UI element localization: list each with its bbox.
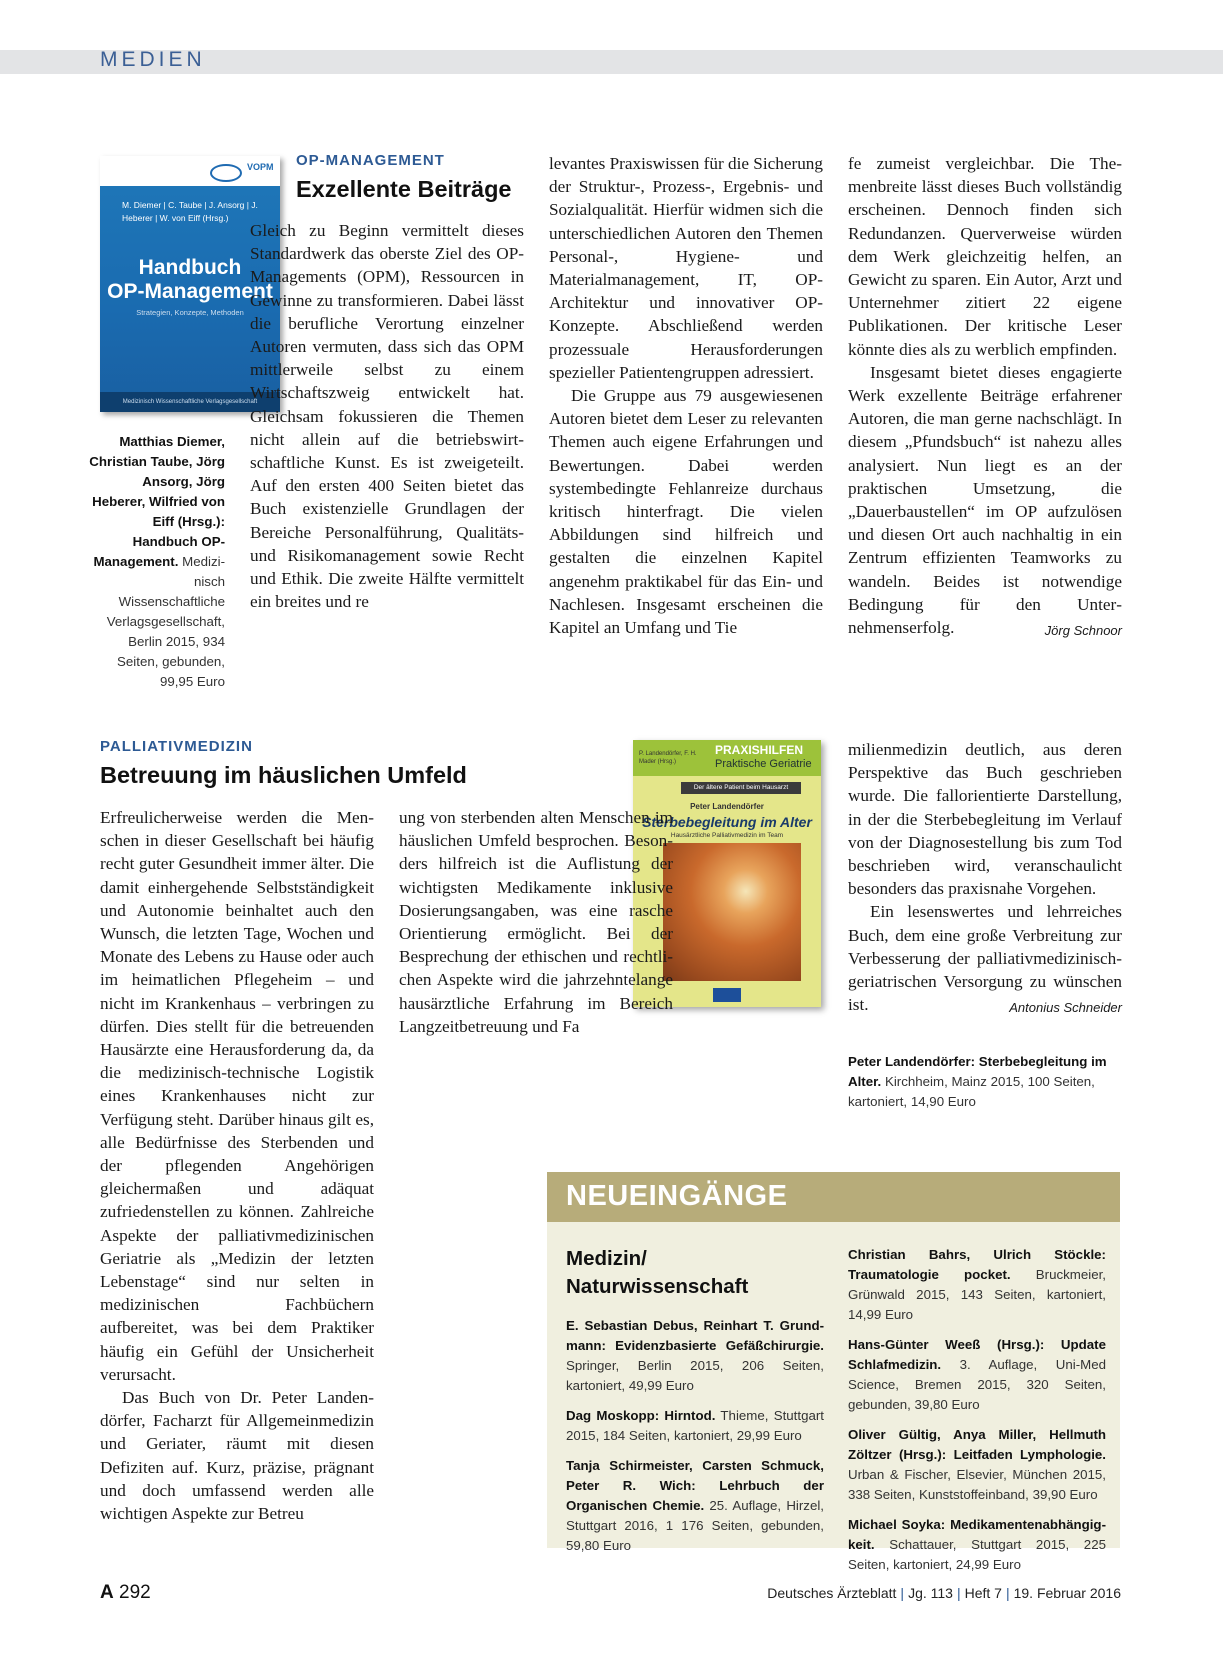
paragraph: Insgesamt bietet dieses engagierte Werk exzellente Beiträge erfahrener Autoren, die man gerne nachschlägt. In diesem „Pfundsbuch“ ist nahezu alles analysiert. Nun liegt es an der praktischen Umsetzung, die „Dauerbaustellen“ im OP aufzulösen und diesen Ort auch nachhaltig in ein Zentrum effizienten Teamworks zu wandeln. Beides ist notwendige Bedingung für den Unternehmenserfolg. Jörg Schnoor <box>848 361 1122 639</box>
paragraph: milienmedizin deutlich, aus deren Perspektive das Buch geschrieben wurde. Die fallorientierte Darstellung, in der die Sterbebegleitung im Verlauf von der Diagnosestellung bis zum Tod beschrieben wird, veranschaulicht besonders das praxisnahe Vorgehen. <box>848 740 1122 899</box>
cover-small-authors: P. Landendörfer, F. H. Mader (Hrsg.) <box>639 751 697 765</box>
new-arrivals-category: Medizin/ Naturwissenschaft <box>566 1247 749 1298</box>
list-item: Dag Moskopp: Hirntod. Thieme, Stuttgart 2015, 184 Seiten, kartoniert, 29,99 Euro <box>566 1408 824 1443</box>
cover-subtitle: Strategien, Konzepte, Methoden <box>136 308 244 317</box>
book-caption-op-management: Matthias Diemer, Christian Taube, Jörg Ansorg, Jörg Heberer, Wilfried von Eiff (Hrsg.): Handbuch OP-Management. Medizinisch Wissenschaftliche Verlagsgesellschaft, Berlin 2015, 934 Seiten, gebunden, 99,95 Euro <box>89 434 225 689</box>
cover-subtitle: Hausärztliche Palliativmedizin im Team <box>670 832 784 839</box>
page-number: A 292 <box>100 1582 151 1603</box>
cover-authors: M. Diemer | C. Taube | J. Ansorg | J. Heberer | W. von Eiff (Hrsg.) <box>122 200 258 223</box>
paragraph: Erfreulicherweise werden die Menschen in dieser Gesellschaft bei häufig recht guter Gesundheit immer älter. Die damit einhergehende Selbstständigkeit und Autonomie beinhaltet auch den Wunsch, die letzten Tage, Wochen und Monate des Lebens zu Hause oder auch im heimatlichen Pflegeheim – und nicht im Krankenhaus – verbringen zu dürfen. Dies stellt für die betreuenden Hausärzte eine Herausforderung da, da die medizinisch-technische Logistik eines Krankenhauses nicht zur Verfügung steht. Darüber hinaus gilt es, alle Bedürfnisse des Sterbenden und der pflegenden Angehörigen gleichermaßen und adäquat zufriedenstellen zu können. Zahlreiche Aspekte der palliativmedizinischen Geriatrie als „Medizin der letzten Lebenstage“ sind nur selten in medizinischen Fachbüchern aufbereitet, was bei dem Praktiker häufig ein Gefühl der Unsicherheit verursacht. <box>100 808 374 1384</box>
list-item: Tanja Schirmeister, Carsten Schmuck, Peter R. Wich: Lehrbuch der Organischen Chemie. 25. Auflage, Hirzel, Stuttgart 2016, 1 176 Seiten, gebunden, 59,80 Euro <box>566 1458 824 1553</box>
article-kicker: PALLIATIVMEDIZIN <box>100 738 253 755</box>
article-column-2 <box>549 152 823 639</box>
article-column-1 <box>250 219 524 613</box>
new-arrivals-right-list <box>848 1245 1106 1585</box>
paragraph: ung von sterbenden alten Menschen im häuslichen Umfeld besprochen. Besonders hilfreich ist die Auflistung der wichtigsten Medikamente inklusive Dosierungsangaben, was eine rasche Orientierung ermöglicht. Bei der Besprechung der ethischen und rechtlichen Aspekte wird die jahrzehntelange hausärztliche Erfahrung im Bereich Langzeitbetreuung und Fa <box>399 808 673 1036</box>
paragraph: fe zumeist vergleichbar. Die Themenbreite lässt dieses Buch vollständig erscheinen. Dennoch finden sich Redundanzen. Querverweise würden dem Werk gleichzeitig helfen, an Gewicht zu sparen. Ein Autor, Arzt und Unternehmer zitiert 22 eigene Publikationen. Der kritische Leser könnte dies als zu werblich empfinden. <box>848 154 1122 359</box>
journal-footer: Deutsches Ärzteblatt | Jg. 113 | Heft 7 | 19. Februar 2016 <box>767 1585 1121 1601</box>
cover-title: Sterbebegleitung im Alter <box>642 814 812 830</box>
list-item: Michael Soyka: Medikamentenabhängigkeit. Schattauer, Stuttgart 2015, 225 Seiten, kartoniert, 24,99 Euro <box>848 1517 1106 1572</box>
paragraph: Die Gruppe aus 79 ausgewiesenen Autoren bietet dem Leser zu relevanten Themen auch eigene Erfahrungen und Bewertungen. Dabei werden systembedingte Fehlanreize durchaus kritisch hinterfragt. Die vielen Abbildungen sind hilfreich und gestalten die einzelnen Kapitel angenehm praktikabel für das Ein- und Nachlesen. Insgesamt erscheinen die Kapitel an Umfang und Tie <box>549 386 823 638</box>
journal-volume: Jg. 113 <box>908 1585 953 1601</box>
article-column-2 <box>399 806 673 1038</box>
cover-logo-strip <box>100 156 280 186</box>
list-item: E. Sebastian Debus, Reinhart T. Grundmann: Evidenzbasierte Gefäßchirurgie. Springer, Berlin 2015, 206 Seiten, kartoniert, 49,99 Euro <box>566 1318 824 1393</box>
cover-band: Der ältere Patient beim Hausarzt <box>681 782 801 794</box>
author-signature: Antonius Schneider <box>1009 1000 1122 1016</box>
section-label: MEDIEN <box>100 48 206 71</box>
article-headline: Betreuung im häuslichen Umfeld <box>100 762 467 788</box>
list-item: Hans-Günter Weeß (Hrsg.): Update Schlafmedizin. 3. Auflage, Uni-Med Science, Bremen 2015, 320 Seiten, gebunden, 39,80 Euro <box>848 1337 1106 1412</box>
publisher-logo-icon <box>210 164 242 182</box>
article-column-3 <box>848 152 1122 642</box>
article-kicker: OP-MANAGEMENT <box>296 152 445 169</box>
cover-series-band <box>633 740 821 776</box>
list-item: Oliver Gültig, Anya Miller, Hellmuth Zöltzer (Hrsg.): Leitfaden Lymphologie. Urban & Fischer, Elsevier, München 2015, 338 Seiten, Kunststoffeinband, 39,90 Euro <box>848 1427 1106 1502</box>
cover-title: Handbuch OP-Management <box>107 256 273 303</box>
cover-author: Peter Landendörfer <box>690 802 764 811</box>
cover-publisher: Medizinisch Wissenschaftliche Verlagsgesellschaft <box>100 392 280 412</box>
article-column-1 <box>100 806 374 1525</box>
journal-date: 19. Februar 2016 <box>1013 1585 1121 1601</box>
journal-name: Deutsches Ärzteblatt <box>767 1585 897 1601</box>
book-caption-sterbebegleitung: Peter Landendörfer: Sterbebegleitung im Alter. Kirchheim, Mainz 2015, 100 Seiten, kartoniert, 14,90 Euro <box>848 1054 1107 1109</box>
cover-series: PRAXISHILFEN <box>715 743 804 757</box>
article-column-3 <box>848 738 1122 1019</box>
paragraph: levantes Praxiswissen für die Sicherung der Struktur-, Prozess-, Ergebnis- und Sozialqualität. Hierfür widmen sich die unterschiedlichen Autoren den Themen Personal-, Hygiene- und Materialmanagement, IT, OP-Architektur und innovativer OP-Konzepte. Abschließend werden prozessuale Herausforderungen spezieller Patientengruppen adressiert. <box>549 154 823 382</box>
author-signature: Jörg Schnoor <box>1044 623 1122 639</box>
paragraph: Gleich zu Beginn vermittelt dieses Standardwerk das oberste Ziel des OP-Managements (OPM), Ressourcen in Gewinne zu transformieren. Dabei lässt die berufliche Verortung einzelner Autoren vermuten, dass sich das OPM mittlerweile selbst zu einem Wirtschaftszweig entwickelt hat. Gleichsam fokussieren die Themen nicht allein auf die betriebswirtschaftliche Kunst. Es ist zweigeteilt. Auf den ersten 400 Seiten bietet das Buch existenzielle Grundlagen der Bereiche Personalführung, Qualitäts- und Risikomanagement sowie Recht und Ethik. Die zweite Hälfte vermittelt ein breites und re <box>250 221 524 612</box>
journal-issue: Heft 7 <box>964 1585 1002 1601</box>
dandelion-artwork <box>663 843 801 981</box>
new-arrivals-left-list <box>566 1316 824 1566</box>
cover-series-sub: Praktische Geriatrie <box>715 758 812 770</box>
vopm-logo: VOPM <box>247 162 274 172</box>
paragraph: Das Buch von Dr. Peter Landendörfer, Facharzt für Allgemeinmedizin und Geriater, räumt mit diesen Defiziten auf. Kurz, präzise, prägnant und doch umfassend werden alle wichtigen Aspekte zur Betreu <box>100 1388 374 1524</box>
publisher-logo-icon <box>713 988 741 1002</box>
list-item: Christian Bahrs, Ulrich Stöckle: Traumatologie pocket. Bruckmeier, Grünwald 2015, 143 Seiten, kartoniert, 14,99 Euro <box>848 1247 1106 1322</box>
article-headline: Exzellente Beiträge <box>296 176 512 202</box>
paragraph: Ein lesenswertes und lehrreiches Buch, dem eine große Verbreitung zur Verbesserung der palliativmedizinisch-geriatrischen Versorgung zu wünschen ist. Antonius Schneider <box>848 900 1122 1016</box>
new-arrivals-title: NEUEINGÄNGE <box>566 1180 788 1212</box>
